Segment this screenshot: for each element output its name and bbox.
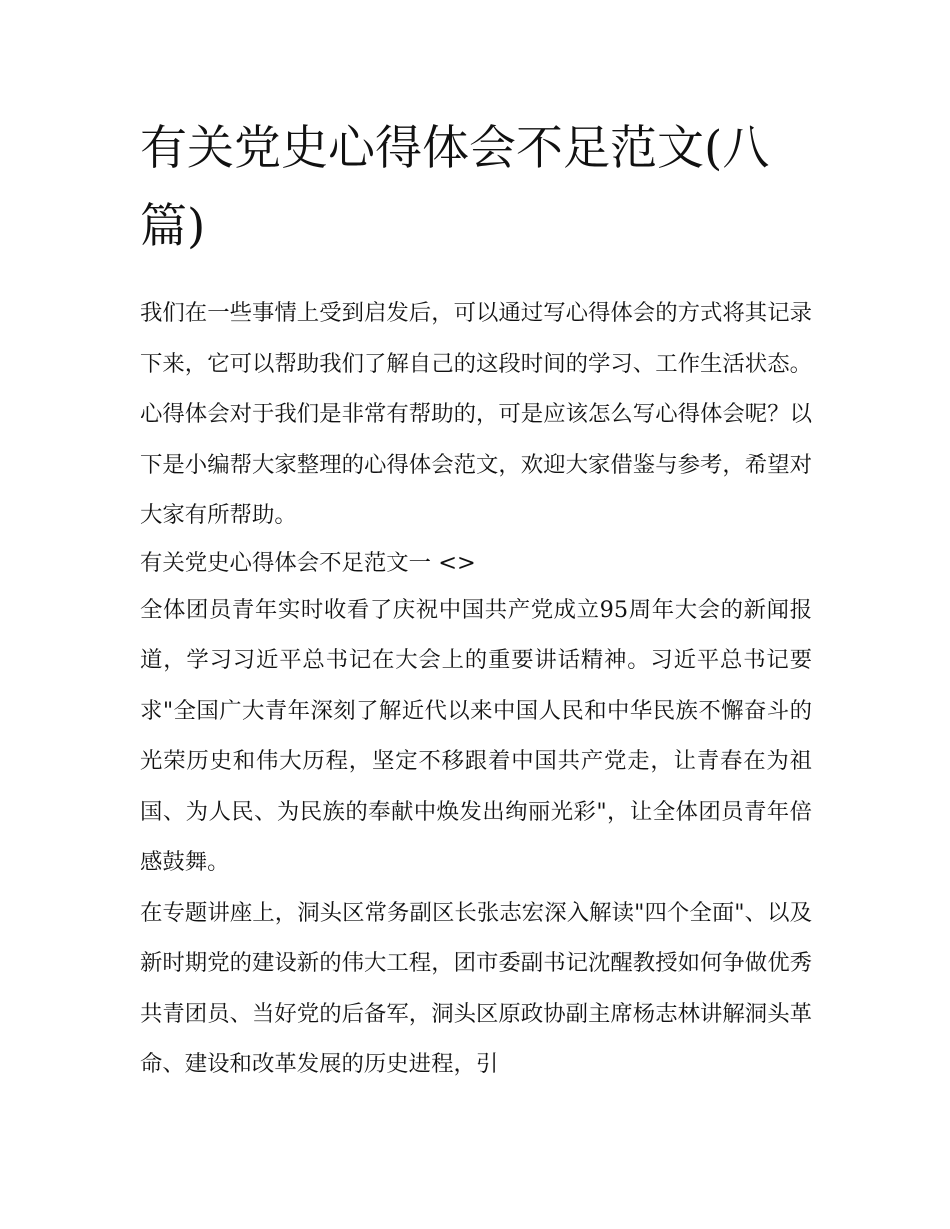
- intro-paragraph: 我们在一些事情上受到启发后，可以通过写心得体会的方式将其记录下来，它可以帮助我们了解自己的这段时间的学习、工作生活状态。心得体会对于我们是非常有帮助的，可是应该怎么写心得体会呢？以下是小编帮大家整理的心得体会范文，欢迎大家借鉴与参考，希望对大家有所帮助。: [140, 300, 812, 528]
- section-heading: 有关党史心得体会不足范文一 <>: [140, 549, 476, 576]
- body-paragraph-1: 全体团员青年实时收看了庆祝中国共产党成立95周年大会的新闻报道，学习习近平总书记在大会上的重要讲话精神。习近平总书记要求"全国广大青年深刻了解近代以来中国人民和中华民族不懈奋斗的光荣历史和伟大历程，坚定不移跟着中国共产党走，让青春在为祖国、为人民、为民族的奉献中焕发出绚丽光彩"，让全体团员青年倍感鼓舞。: [140, 596, 812, 875]
- body-paragraph-2: 在专题讲座上，洞头区常务副区长张志宏深入解读"四个全面"、以及新时期党的建设新的伟大工程，团市委副书记沈醒教授如何争做优秀共青团员、当好党的后备军，洞头区原政协副主席杨志林讲解洞头革命、建设和改革发展的历史进程，引: [140, 899, 812, 1077]
- document-title: 有关党史心得体会不足范文(八篇): [140, 121, 770, 254]
- document-body: [140, 110, 812, 1090]
